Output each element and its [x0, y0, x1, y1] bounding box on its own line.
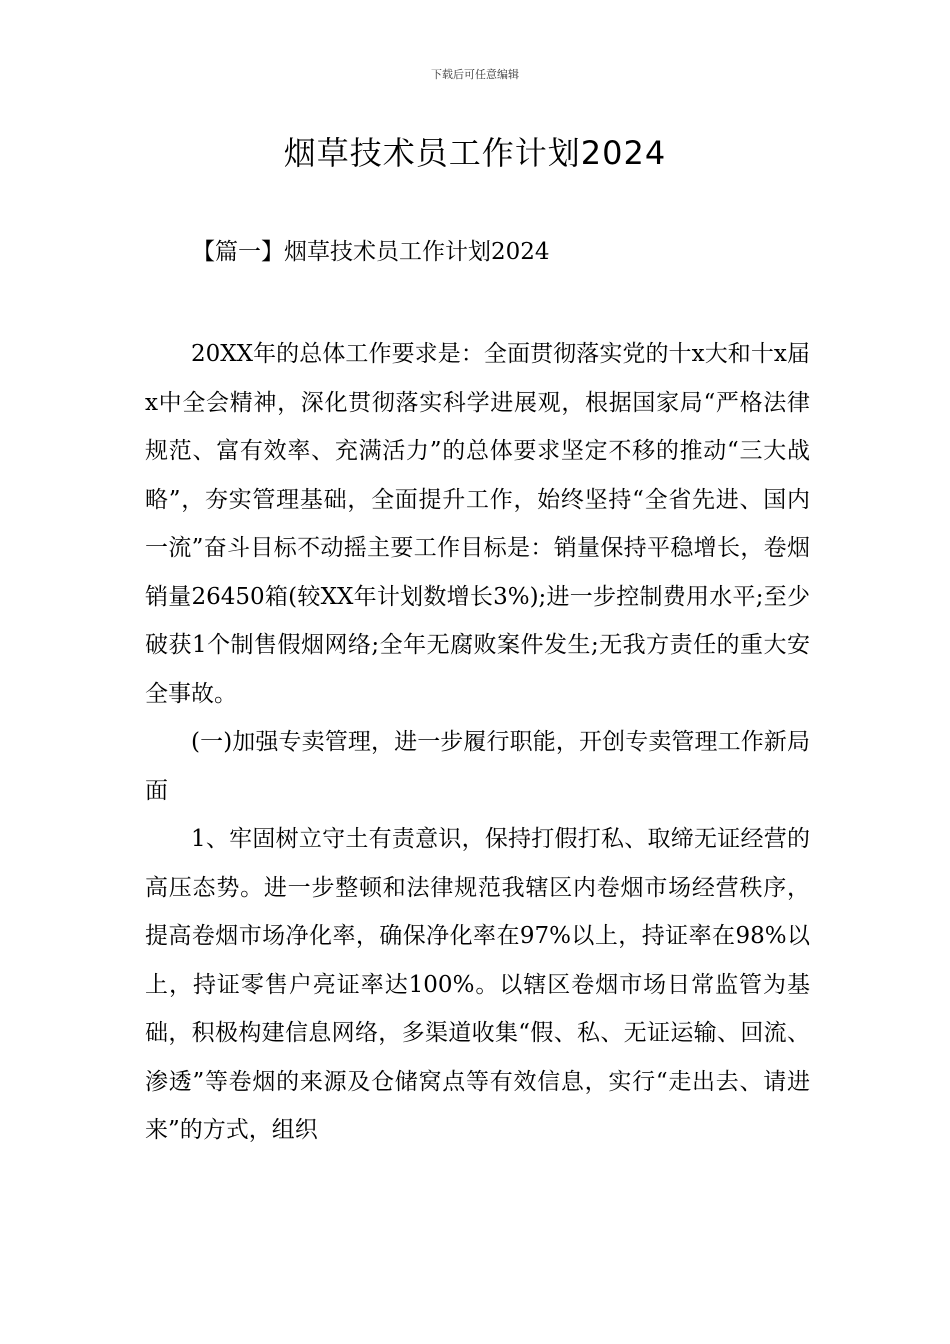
document-title: 烟草技术员工作计划2024: [283, 134, 667, 172]
section-heading: 【篇一】烟草技术员工作计划2024: [192, 239, 550, 265]
paragraph-overall-requirements: 20XX年的总体工作要求是：全面贯彻落实党的十x大和十x届x中全会精神，深化贯彻落实科学进展观，根据国家局“严格法律规范、富有效率、充满活力”的总体要求坚定不移的推动“三大战略”，夯实管理基础，全面提升工作，始终坚持“全省先进、国内一流”奋斗目标不动摇主要工作目标是：销量保持平稳增长，卷烟销量26450箱(较XX年计划数增长3%);进一步控制费用水平;至少破获1个制售假烟网络;全年无腐败案件发生;无我方责任的重大安全事故。: [145, 341, 810, 707]
paragraph-subheading-monopoly-management: (一)加强专卖管理，进一步履行职能，开创专卖管理工作新局面: [145, 729, 810, 804]
page-header-note: 下载后可任意编辑: [431, 68, 519, 81]
document-body: [145, 330, 810, 1155]
paragraph-item-1: 1、牢固树立守土有责意识，保持打假打私、取缔无证经营的高压态势。进一步整顿和法律规范我辖区内卷烟市场经营秩序，提高卷烟市场净化率，确保净化率在97%以上，持证率在98%以上，持证零售户亮证率达100%。以辖区卷烟市场日常监管为基础，积极构建信息网络，多渠道收集“假、私、无证运输、回流、渗透”等卷烟的来源及仓储窝点等有效信息，实行“走出去、请进来”的方式，组织: [145, 826, 810, 1143]
